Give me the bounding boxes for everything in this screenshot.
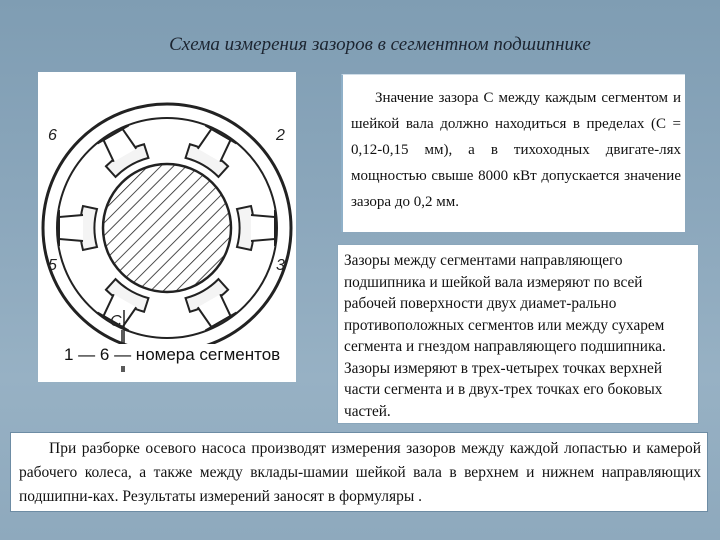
bearing-schematic [38,72,296,382]
segment-label-2: 2 [276,127,285,144]
segment-label-5: 5 [48,257,57,274]
shaft [103,164,231,292]
gap-value-paragraph: Значение зазора С между каждым сегментом и шейкой вала должно находиться в пределах (С = 0,12-0,15 мм), а в тихоходных двигате-лях мощностью свыше 8000 кВт допускается значение зазора до 0,2 мм. [341,74,685,232]
segment-label-6: 6 [48,127,57,144]
slide-title: Схема измерения зазоров в сегментном подшипнике [169,34,591,55]
segment-label-3: 3 [276,257,285,274]
figure-caption: 1 — 6 — номера сегментов [62,344,296,366]
bearing-diagram [38,72,296,382]
measurement-paragraph: Зазоры между сегментами направляющего подшипника и шейкой вала измеряют по всей рабочей поверхности двух диамет-рально противоположных сегментов или между сухарем сегмента и гнездом направляющего подшипника. Зазоры измеряют в трех-четырех точках верхней части сегмента и в двух-трех точках его боковых частей. [337,244,699,424]
disassembly-paragraph: При разборке осевого насоса производят измерения зазоров между каждой лопастью и камерой рабочего колеса, а также между вклады-шамии шейкой вала в верхнем и нижнем направляющих подшипни-ках. Результаты измерений заносят в формуляры . [10,432,708,512]
gap-label: С [110,313,122,330]
